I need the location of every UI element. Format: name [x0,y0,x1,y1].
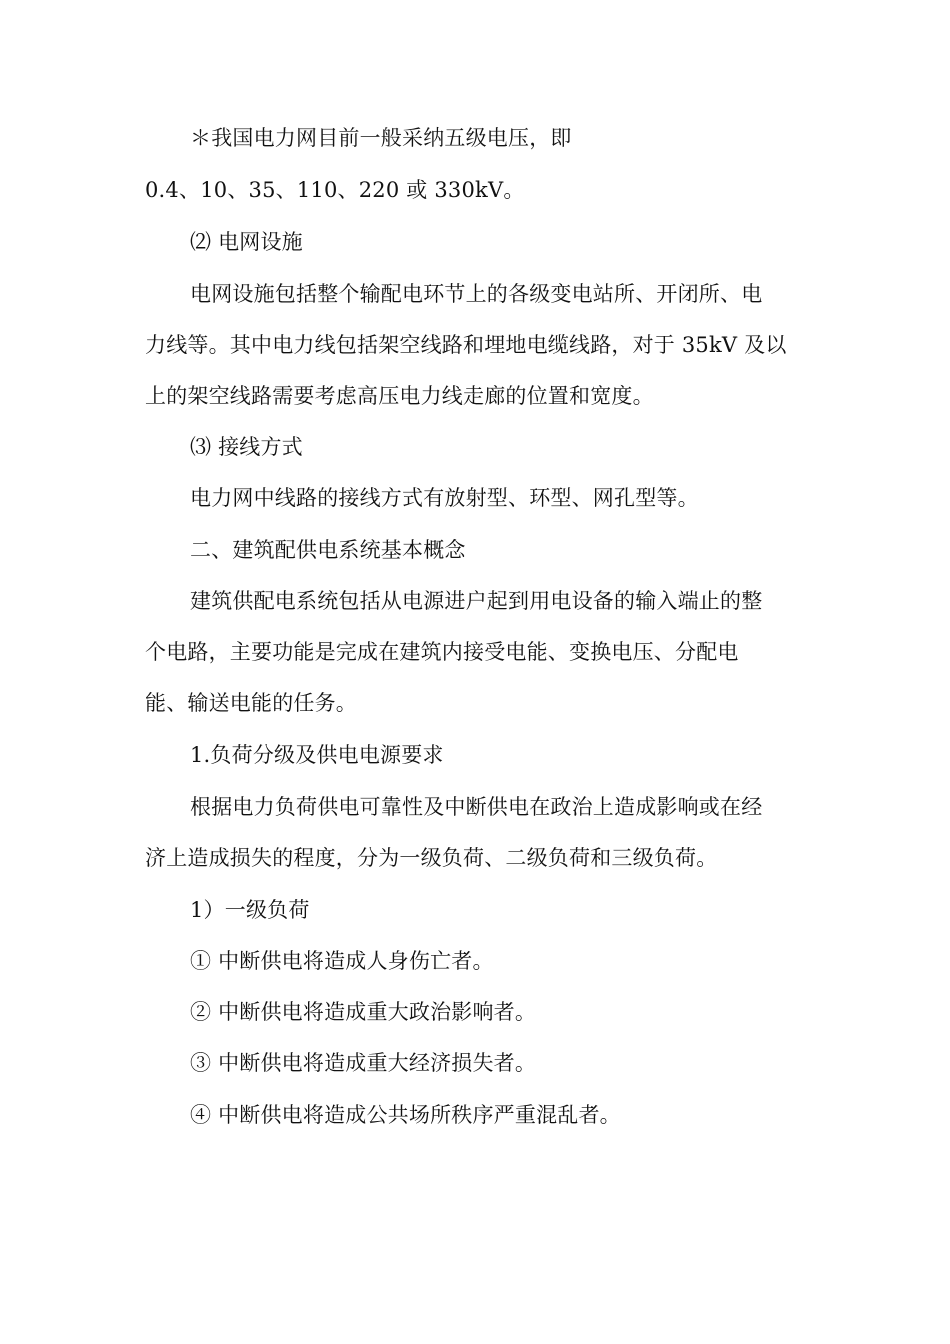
text-line: 根据电力负荷供电可靠性及中断供电在政治上造成影响或在经 [190,795,763,819]
list-item: ③ 中断供电将造成重大经济损失者。 [190,1051,537,1075]
text-line: 力线等。其中电力线包括架空线路和埋地电缆线路，对于 35kV 及以 [145,333,787,357]
text-line: 个电路，主要功能是完成在建筑内接受电能、变换电压、分配电 [145,640,739,664]
text-line: 电网设施包括整个输配电环节上的各级变电站所、开闭所、电 [190,282,763,306]
text-line: 济上造成损失的程度，分为一级负荷、二级负荷和三级负荷。 [145,846,718,870]
text-line: 能、输送电能的任务。 [145,691,357,715]
list-item: ① 中断供电将造成人身伤亡者。 [190,949,494,973]
text-line: 电力网中线路的接线方式有放射型、环型、网孔型等。 [190,486,699,510]
text-line-voltage-values: 0.4、10、35、110、220 或 330kV。 [145,178,525,202]
chapter-heading: 二、建筑配供电系统基本概念 [190,538,466,562]
section-heading-load-classes: 1.负荷分级及供电电源要求 [190,743,444,767]
text-line: 上的架空线路需要考虑高压电力线走廊的位置和宽度。 [145,384,654,408]
list-item: ② 中断供电将造成重大政治影响者。 [190,1000,537,1024]
list-item: ④ 中断供电将造成公共场所秩序严重混乱者。 [190,1103,621,1127]
section-heading-grid-facilities: ⑵ 电网设施 [190,230,303,254]
subheading-first-class-load: 1）一级负荷 [190,898,310,922]
text-line-voltage-levels: ＊我国电力网目前一般采纳五级电压，即 [190,126,572,150]
section-heading-wiring-method: ⑶ 接线方式 [190,435,303,459]
text-line: 建筑供配电系统包括从电源进户起到用电设备的输入端止的整 [190,589,763,613]
